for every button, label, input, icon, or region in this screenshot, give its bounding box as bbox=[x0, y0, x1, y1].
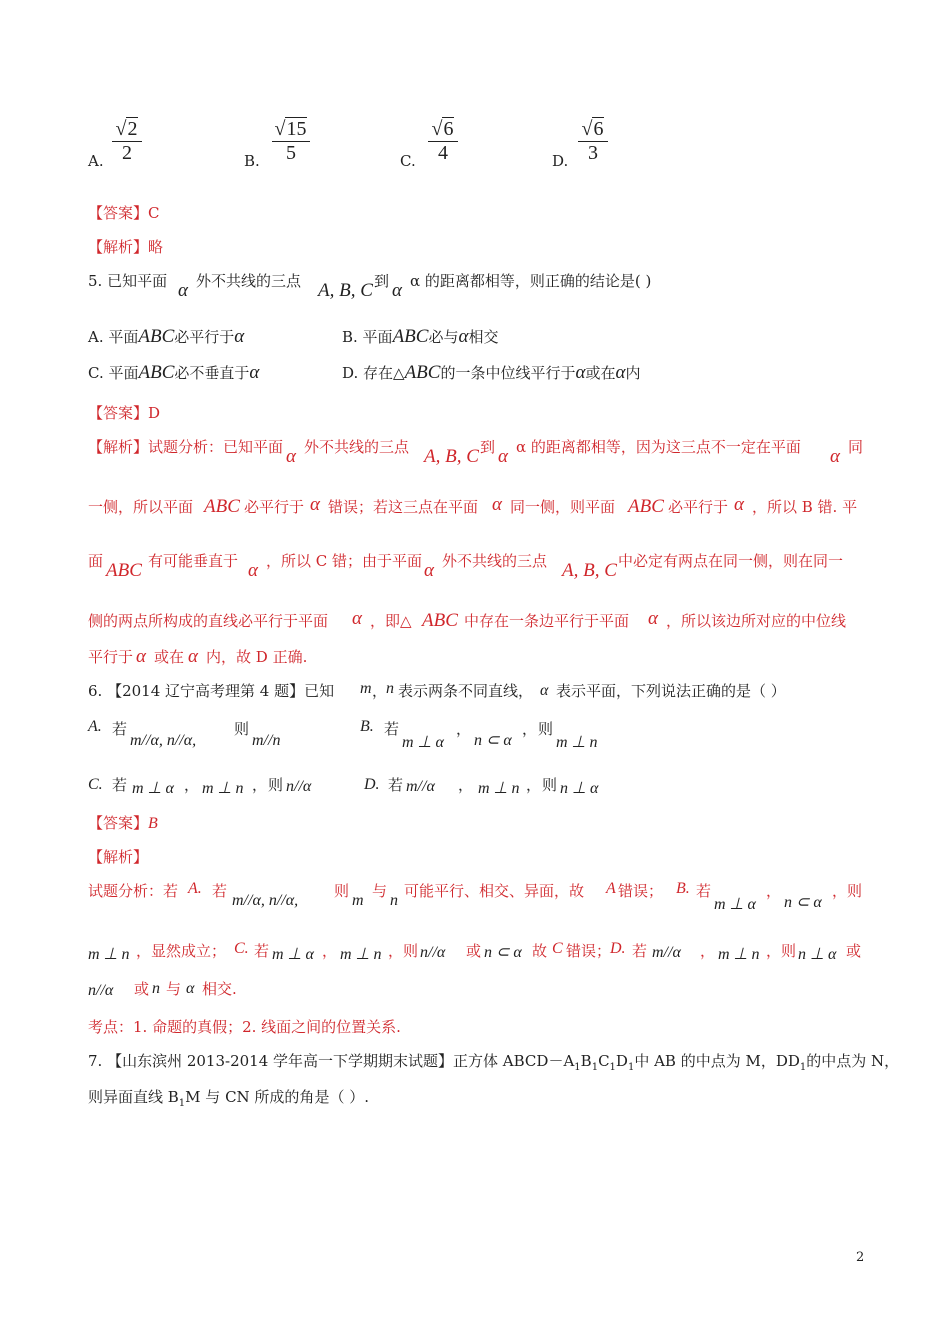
q7-text: D bbox=[615, 1052, 628, 1070]
option-a-result: m//n bbox=[252, 732, 281, 749]
option-b-label: B. bbox=[360, 718, 374, 735]
option-text: 相交 bbox=[468, 328, 499, 346]
q7-text: M 与 CN 所成的角是（ ）. bbox=[185, 1088, 369, 1106]
option-c-cond1: m ⊥ α bbox=[132, 780, 174, 797]
option-d-denominator: 3 bbox=[578, 141, 608, 165]
alpha-symbol: α bbox=[248, 560, 258, 581]
q6-stem: ， bbox=[372, 682, 388, 700]
alpha-symbol: α bbox=[178, 280, 188, 301]
analysis-text: ，显然成立； bbox=[136, 942, 227, 960]
option-d-fraction: $\frac{√6}{3}$ bbox=[578, 118, 608, 165]
option-b-fraction: $\frac{√15}{5}$ bbox=[272, 118, 310, 165]
q6-stem: 6. 【2014 辽宁高考理第 4 题】已知 bbox=[88, 682, 335, 700]
analysis-text: 侧的两点所构成的直线必平行于平面 bbox=[88, 612, 329, 630]
q6-analysis-tag bbox=[88, 846, 148, 867]
option-text: B. 平面 bbox=[342, 328, 393, 346]
analysis-math: n ⊂ α bbox=[784, 894, 822, 911]
q6-answer bbox=[88, 812, 158, 833]
ze-text: 则 bbox=[538, 720, 554, 738]
points-abc: A, B, C bbox=[424, 446, 479, 467]
q5-answer bbox=[88, 402, 160, 423]
analysis-text: 试题分析：已知平面 bbox=[148, 438, 284, 456]
analysis-text: 错误； bbox=[566, 942, 612, 960]
var-n: n bbox=[152, 980, 160, 997]
subscript: 1 bbox=[178, 1098, 186, 1109]
alpha-symbol: α bbox=[392, 280, 402, 301]
analysis-option-label: A. bbox=[188, 880, 202, 897]
analysis-text: 错误；若这三点在平面 bbox=[328, 498, 479, 516]
analysis-text: 外不共线的三点 bbox=[304, 438, 410, 456]
q5-option-b bbox=[342, 326, 498, 348]
option-a-fraction: $\frac{√2}{2}$ bbox=[112, 118, 142, 165]
option-a-label: A. bbox=[88, 718, 102, 735]
q5-stem-text: 外不共线的三点 bbox=[196, 272, 302, 290]
answer-value: C bbox=[148, 204, 160, 222]
q7-text: 的中点为 N， bbox=[806, 1052, 900, 1070]
analysis-math: m//α, n//α, bbox=[232, 892, 299, 909]
answer-tag: 【答案】 bbox=[88, 204, 149, 222]
alpha-symbol: α bbox=[424, 560, 434, 581]
analysis-text: 到 bbox=[480, 438, 496, 456]
option-b-cond2: n ⊂ α bbox=[474, 732, 512, 749]
analysis-text: 与 bbox=[166, 980, 182, 998]
analysis-text: 中必定有两点在同一侧，则在同一 bbox=[618, 552, 844, 570]
answer-value: B bbox=[148, 815, 158, 832]
ruo-text: 若 bbox=[388, 776, 404, 794]
option-d-cond1: m//α bbox=[406, 778, 435, 795]
var-m: m bbox=[360, 680, 372, 697]
analysis-text: ， bbox=[700, 942, 716, 960]
answer-tag: 【答案】 bbox=[88, 404, 149, 422]
analysis-text: 外不共线的三点 bbox=[442, 552, 548, 570]
alpha-symbol: α bbox=[458, 326, 469, 347]
analysis-text: 若 bbox=[632, 942, 648, 960]
comma: ， bbox=[458, 776, 474, 794]
ruo-text: 若 bbox=[384, 720, 400, 738]
analysis-option-label: A bbox=[606, 880, 616, 897]
analysis-math: m ⊥ n bbox=[718, 946, 760, 963]
option-c-denominator: 4 bbox=[428, 141, 458, 165]
plane-abc: ABC bbox=[138, 326, 175, 347]
q5-stem-text: α 的距离都相等，则正确的结论是( ) bbox=[410, 272, 652, 290]
analysis-text: ，则 bbox=[388, 942, 419, 960]
analysis-text: ，则 bbox=[832, 882, 863, 900]
analysis-text: ， bbox=[766, 882, 782, 900]
analysis-tag: 【解析】 bbox=[88, 238, 149, 256]
option-c-label: C. bbox=[88, 776, 103, 793]
q5-option-c bbox=[88, 362, 259, 384]
option-text: 必不垂直于 bbox=[174, 364, 250, 382]
analysis-text: ，即△ bbox=[370, 612, 412, 630]
analysis-text: ，则 bbox=[766, 942, 797, 960]
analysis-text: ，所以 C 错；由于平面 bbox=[266, 552, 423, 570]
q4-analysis bbox=[88, 236, 163, 257]
plane-abc: ABC bbox=[404, 362, 441, 383]
ze-text: 则 bbox=[542, 776, 558, 794]
option-c-label: C. bbox=[400, 152, 416, 170]
option-b-radicand: 15 bbox=[286, 118, 307, 140]
option-b-result: m ⊥ n bbox=[556, 734, 598, 751]
analysis-text: 略 bbox=[148, 238, 164, 256]
analysis-text: 若 bbox=[212, 882, 228, 900]
analysis-option-label: D. bbox=[610, 940, 626, 957]
analysis-text: 一侧，所以平面 bbox=[88, 498, 194, 516]
plane-abc: ABC bbox=[422, 610, 458, 631]
analysis-math: m ⊥ α bbox=[272, 946, 314, 963]
plane-abc: ABC bbox=[628, 496, 664, 517]
analysis-math: n ⊂ α bbox=[484, 944, 522, 961]
analysis-text: 或在 bbox=[154, 648, 185, 666]
option-d-label: D. bbox=[364, 776, 380, 793]
analysis-math: m ⊥ α bbox=[714, 896, 756, 913]
analysis-text: 可能平行、相交、异面，故 bbox=[404, 882, 585, 900]
analysis-text: 或 bbox=[846, 942, 862, 960]
analysis-text: α 的距离都相等，因为这三点不一定在平面 bbox=[516, 438, 801, 456]
subscript: 1 bbox=[627, 1062, 635, 1073]
subscript: 1 bbox=[799, 1062, 807, 1073]
analysis-text: 同 bbox=[848, 438, 864, 456]
option-c-fraction: $\frac{√6}{4}$ bbox=[428, 118, 458, 165]
analysis-text: 平行于 bbox=[88, 648, 134, 666]
option-c-radicand: 6 bbox=[443, 118, 454, 140]
option-text: C. 平面 bbox=[88, 364, 139, 382]
analysis-text: 内，故 D 正确. bbox=[206, 648, 308, 666]
alpha-symbol: α bbox=[615, 362, 626, 383]
ruo-text: 若 bbox=[112, 776, 128, 794]
option-c-result: n//α bbox=[286, 778, 312, 795]
points-abc: A, B, C bbox=[562, 560, 617, 581]
answer-value: D bbox=[148, 404, 161, 422]
alpha-symbol: α bbox=[188, 646, 198, 667]
q5-stem-text: 到 bbox=[374, 272, 390, 290]
option-b-cond1: m ⊥ α bbox=[402, 734, 444, 751]
option-d-result: n ⊥ α bbox=[560, 780, 599, 797]
analysis-text: 有可能垂直于 bbox=[148, 552, 239, 570]
analysis-option-label: C. bbox=[234, 940, 249, 957]
subscript: 1 bbox=[574, 1062, 581, 1073]
alpha-symbol: α bbox=[648, 608, 658, 629]
alpha-symbol: α bbox=[136, 646, 146, 667]
analysis-math: n//α bbox=[88, 982, 114, 999]
option-text: 或在 bbox=[585, 364, 616, 382]
analysis-text: 中存在一条边平行于平面 bbox=[464, 612, 630, 630]
analysis-option-label: B. bbox=[676, 880, 690, 897]
analysis-text: ，所以 B 错. 平 bbox=[752, 498, 858, 516]
analysis-text: 故 bbox=[532, 942, 548, 960]
subscript: 1 bbox=[609, 1062, 616, 1073]
option-b-denominator: 5 bbox=[272, 141, 310, 165]
comma: ， bbox=[526, 776, 542, 794]
var-n: n bbox=[390, 892, 398, 909]
analysis-math: m ⊥ n bbox=[340, 946, 382, 963]
analysis-math: m//α bbox=[652, 944, 681, 961]
comma: ， bbox=[252, 776, 268, 794]
analysis-text: 或 bbox=[134, 980, 150, 998]
alpha-symbol: α bbox=[734, 494, 744, 515]
alpha-symbol: α bbox=[310, 494, 320, 515]
q7-text: C bbox=[598, 1052, 610, 1070]
option-text: D. 存在△ bbox=[342, 364, 405, 382]
q5-option-d bbox=[342, 362, 640, 384]
alpha-symbol: α bbox=[830, 446, 840, 467]
analysis-text: 试题分析：若 bbox=[88, 882, 179, 900]
option-a-condition: m//α, n//α, bbox=[130, 732, 197, 749]
alpha-symbol: α bbox=[286, 446, 296, 467]
var-m: m bbox=[352, 892, 364, 909]
q6-stem: 表示两条不同直线， bbox=[398, 682, 534, 700]
option-d-label: D. bbox=[552, 152, 569, 170]
analysis-text: 若 bbox=[696, 882, 712, 900]
option-text: A. 平面 bbox=[88, 328, 139, 346]
analysis-tag: 【解析】 bbox=[88, 848, 149, 866]
alpha-symbol: α bbox=[492, 494, 502, 515]
plane-abc: ABC bbox=[204, 496, 240, 517]
option-d-radicand: 6 bbox=[593, 118, 604, 140]
analysis-tag bbox=[88, 436, 283, 457]
alpha-symbol: α bbox=[575, 362, 586, 383]
analysis-text: 相交. bbox=[202, 980, 237, 998]
q7-stem-line1 bbox=[88, 1050, 899, 1073]
q5-stem bbox=[88, 270, 167, 291]
option-d-cond2: m ⊥ n bbox=[478, 780, 520, 797]
q5-option-a bbox=[88, 326, 244, 348]
alpha-symbol: α bbox=[540, 682, 549, 699]
analysis-text: 错误； bbox=[618, 882, 664, 900]
ze-text: ， bbox=[522, 720, 538, 738]
ze-text: 则 bbox=[234, 720, 250, 738]
q7-text: B bbox=[580, 1052, 592, 1070]
analysis-math: n//α bbox=[420, 944, 446, 961]
analysis-text: 面 bbox=[88, 552, 104, 570]
analysis-text: ，所以该边所对应的中位线 bbox=[666, 612, 847, 630]
q7-text: 则异面直线 B bbox=[88, 1088, 179, 1106]
ruo-text: 若 bbox=[112, 720, 128, 738]
analysis-text: 必平行于 bbox=[244, 498, 305, 516]
q7-text: 7. 【山东滨州 2013-2014 学年高一下学期期末试题】正方体 ABCD－A bbox=[88, 1052, 575, 1070]
analysis-tag-text: 【解析】 bbox=[88, 438, 149, 456]
alpha-symbol: α bbox=[352, 608, 362, 629]
comma: ， bbox=[456, 720, 472, 738]
analysis-text: 或 bbox=[466, 942, 482, 960]
analysis-text: 若 bbox=[254, 942, 270, 960]
q5-stem-text: 5. 已知平面 bbox=[88, 272, 168, 290]
q6-stem: 表示平面，下列说法正确的是（ ） bbox=[556, 682, 786, 700]
analysis-text: 同一侧，则平面 bbox=[510, 498, 616, 516]
option-text: 必平行于 bbox=[174, 328, 235, 346]
option-text: 的一条中位线平行于 bbox=[440, 364, 576, 382]
option-text: 必与 bbox=[428, 328, 459, 346]
alpha-symbol: α bbox=[234, 326, 245, 347]
points-abc: A, B, C bbox=[318, 280, 373, 301]
alpha-symbol: α bbox=[498, 446, 508, 467]
q7-stem-line2 bbox=[88, 1086, 369, 1109]
analysis-text: 与 bbox=[372, 882, 388, 900]
option-a-radicand: 2 bbox=[127, 118, 138, 140]
option-a-denominator: 2 bbox=[112, 141, 142, 165]
kaodian-text: 考点：1. 命题的真假；2. 线面之间的位置关系. bbox=[88, 1018, 401, 1036]
option-b-label: B. bbox=[244, 152, 260, 170]
alpha-symbol: α bbox=[186, 980, 195, 997]
plane-abc: ABC bbox=[392, 326, 429, 347]
analysis-text: ， bbox=[322, 942, 338, 960]
analysis-option-label: C bbox=[552, 940, 563, 957]
plane-abc: ABC bbox=[106, 560, 142, 581]
page-number: 2 bbox=[856, 1250, 865, 1265]
q4-answer bbox=[88, 202, 160, 223]
answer-tag: 【答案】 bbox=[88, 814, 149, 832]
analysis-text: 必平行于 bbox=[668, 498, 729, 516]
var-n: n bbox=[386, 680, 394, 697]
analysis-math: n ⊥ α bbox=[798, 946, 837, 963]
option-text: 内 bbox=[625, 364, 641, 382]
alpha-symbol: α bbox=[249, 362, 260, 383]
analysis-math: m ⊥ n bbox=[88, 946, 130, 963]
q7-text: 中 AB 的中点为 M，DD bbox=[634, 1052, 800, 1070]
plane-abc: ABC bbox=[138, 362, 175, 383]
comma: ， bbox=[184, 776, 200, 794]
ze-text: 则 bbox=[268, 776, 284, 794]
subscript: 1 bbox=[591, 1062, 599, 1073]
option-a-label: A. bbox=[88, 152, 104, 170]
option-c-cond2: m ⊥ n bbox=[202, 780, 244, 797]
analysis-text: 则 bbox=[334, 882, 350, 900]
